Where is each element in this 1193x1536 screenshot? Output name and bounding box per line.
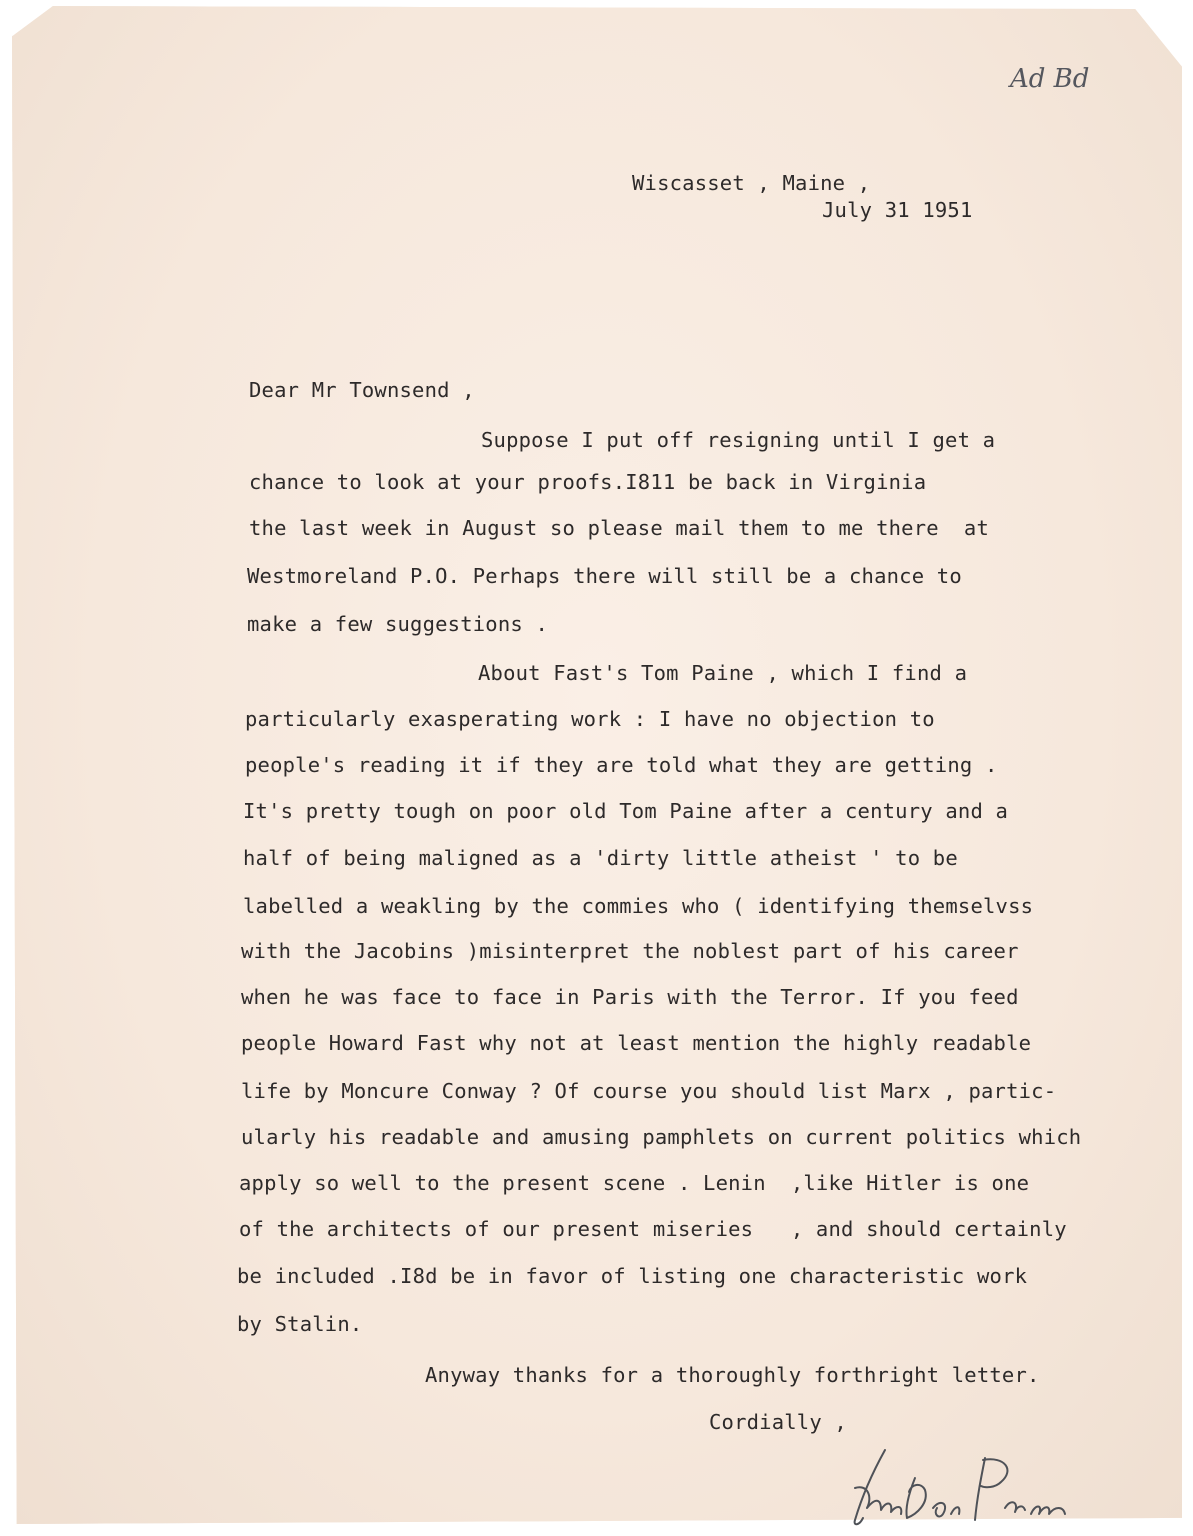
- paragraph2-line: be included .I8d be in favor of listing one characteristic work: [237, 1264, 1028, 1288]
- paragraph2-line: with the Jacobins )misinterpret the noblest part of his career: [241, 939, 1019, 963]
- letter-place: Wiscasset , Maine ,: [632, 171, 871, 195]
- signature-image: [845, 1448, 1075, 1528]
- paragraph2-line: apply so well to the present scene . Lenin ,like Hitler is one: [239, 1171, 1030, 1195]
- paragraph2-line: of the architects of our present miseries , and should certainly: [239, 1217, 1067, 1241]
- paragraph2-line: people Howard Fast why not at least mention the highly readable: [241, 1031, 1032, 1055]
- paragraph2-line: life by Moncure Conway ? Of course you should list Marx , partic-: [241, 1079, 1057, 1103]
- handwritten-annotation: Ad Bd: [1010, 64, 1090, 94]
- paragraph1-line: Westmoreland P.O. Perhaps there will still be a chance to: [247, 564, 962, 588]
- paragraph2-line: when he was face to face in Paris with the Terror. If you feed: [241, 985, 1019, 1009]
- paragraph2-line: It's pretty tough on poor old Tom Paine after a century and a: [243, 799, 1009, 823]
- salutation: Dear Mr Townsend ,: [249, 378, 475, 402]
- paragraph2-line: by Stalin.: [237, 1312, 363, 1336]
- paragraph1-line: the last week in August so please mail them to me there at: [249, 516, 989, 540]
- letter-date: July 31 1951: [822, 198, 973, 222]
- paragraph1-line: Suppose I put off resigning until I get a: [481, 428, 996, 452]
- paragraph2-line: particularly exasperating work : I have no objection to: [245, 707, 935, 731]
- paragraph2-line: people's reading it if they are told what they are getting .: [245, 753, 998, 777]
- paragraph2-line: labelled a weakling by the commies who ( identifying themselvss: [243, 894, 1034, 918]
- paragraph1-line: make a few suggestions .: [247, 612, 549, 636]
- paragraph2-line: About Fast's Tom Paine , which I find a: [478, 661, 968, 685]
- closing-line: Anyway thanks for a thoroughly forthright letter.: [425, 1363, 1040, 1387]
- paragraph2-line: ularly his readable and amusing pamphlets on current politics which: [241, 1125, 1082, 1149]
- complimentary-close: Cordially ,: [709, 1410, 847, 1434]
- paragraph1-line: chance to look at your proofs.I811 be back in Virginia: [249, 470, 927, 494]
- paragraph2-line: half of being maligned as a 'dirty little atheist ' to be: [243, 846, 958, 870]
